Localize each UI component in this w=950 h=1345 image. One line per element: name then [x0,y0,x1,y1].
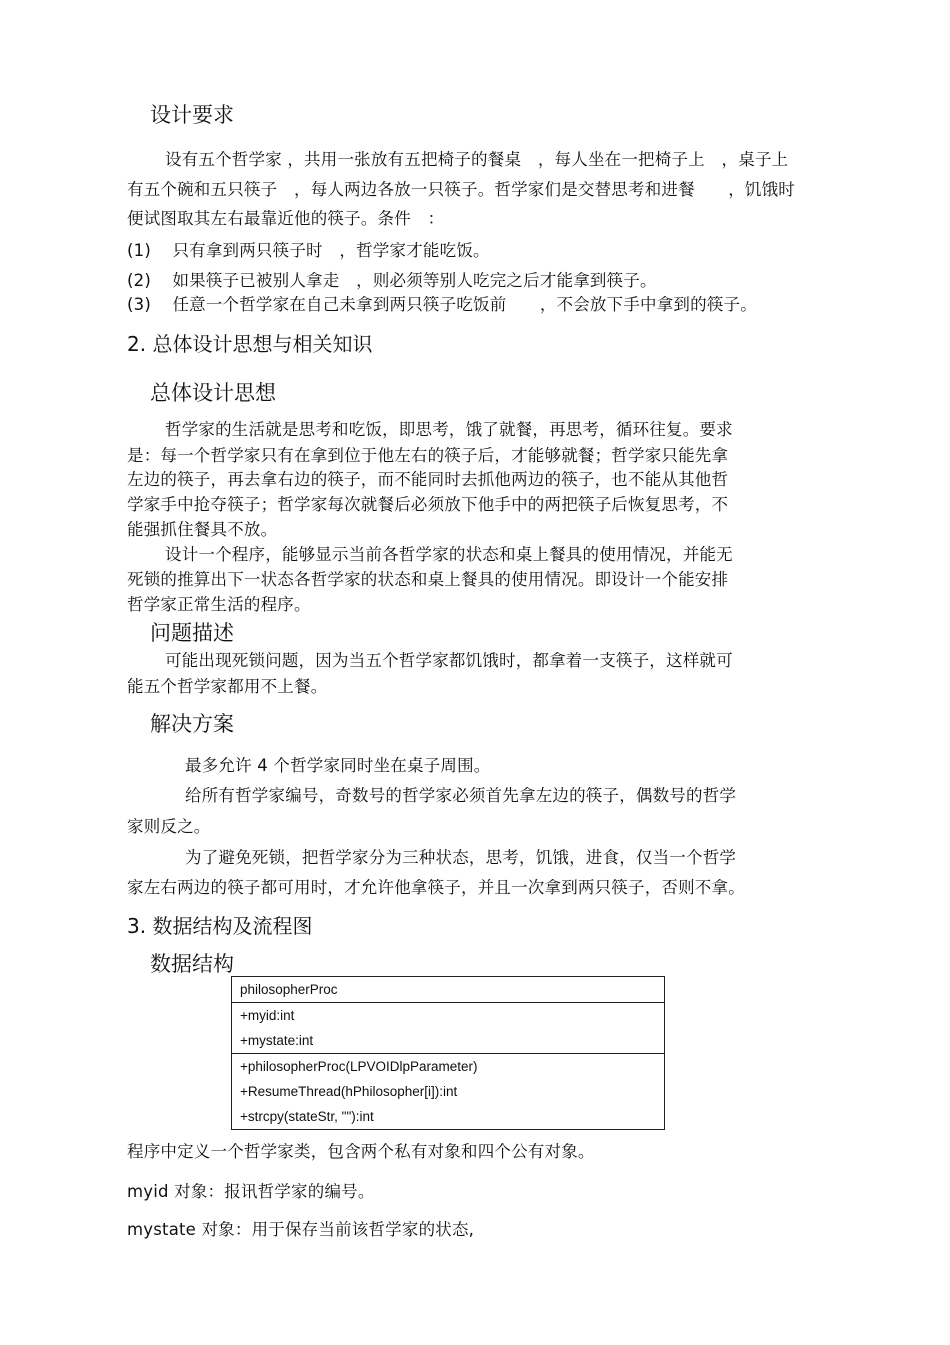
uml-class-name: philosopherProc [240,982,338,997]
solution-line-1: 最多允许 4 个哲学家同时坐在桌子周围。 [185,756,491,775]
overall-para1-line-1: 哲学家的生活就是思考和吃饭，即思考，饿了就餐，再思考，循环往复。要求 [165,420,733,439]
solution-line-5: 家左右两边的筷子都可用时，才允许他拿筷子，并且一次拿到两只筷子，否则不拿。 [127,878,745,897]
solution-line-4: 为了避免死锁，把哲学家分为三种状态，思考，饥饿，进食，仅当一个哲学 [185,848,737,867]
uml-class-diagram [231,976,665,1130]
design-requirements-heading: 设计要求 [150,103,234,127]
design-req-line-1: 设有五个哲学家 ，共用一张放有五把椅子的餐桌 ，每人坐在一把椅子上 ，桌子上 [165,150,789,169]
condition-3 [127,291,757,315]
condition-1-text: 只有拿到两只筷子时 ，哲学家才能吃饭。 [172,241,490,260]
condition-3-number: (3) [127,295,151,314]
condition-1-number: (1) [127,241,151,260]
uml-attributes-section [232,1002,664,1053]
class-description-line: 程序中定义一个哲学家类，包含两个私有对象和四个公有对象。 [127,1142,595,1161]
overall-para2-line-3: 哲学家正常生活的程序。 [127,595,311,614]
overall-design-heading: 总体设计思想 [150,381,276,405]
problem-heading: 问题描述 [150,621,234,645]
overall-para1-line-2: 是：每一个哲学家只有在拿到位于他左右的筷子后，才能够就餐；哲学家只能先拿 [127,446,729,465]
solution-line-3: 家则反之。 [127,817,211,836]
data-structure-heading: 数据结构 [150,952,234,976]
overall-para1-line-5: 能强抓住餐具不放。 [127,520,278,539]
condition-1 [127,237,490,261]
section-2-heading: 2. 总体设计思想与相关知识 [127,332,373,356]
solution-line-2: 给所有哲学家编号，奇数号的哲学家必须首先拿左边的筷子，偶数号的哲学 [185,786,737,805]
design-req-line-3: 便试图取其左右最靠近他的筷子。条件 ： [127,209,445,228]
overall-para2-line-2: 死锁的推算出下一状态各哲学家的状态和桌上餐具的使用情况。即设计一个能安排 [127,570,729,589]
solution-heading: 解决方案 [150,712,234,736]
uml-class-name-section [232,977,664,1002]
uml-attribute-mystate: +mystate:int [240,1033,314,1048]
section-3-heading: 3. 数据结构及流程图 [127,914,313,938]
overall-para1-line-3: 左边的筷子，再去拿右边的筷子，而不能同时去抓他两边的筷子，也不能从其他哲 [127,470,729,489]
uml-method-resumethread: +ResumeThread(hPhilosopher[i]):int [240,1084,458,1099]
mystate-description-line: mystate 对象：用于保存当前该哲学家的状态, [127,1220,475,1239]
problem-line-1: 可能出现死锁问题，因为当五个哲学家都饥饿时，都拿着一支筷子，这样就可 [165,651,733,670]
uml-method-strcpy: +strcpy(stateStr, ""):int [240,1109,374,1124]
problem-line-2: 能五个哲学家都用不上餐。 [127,677,328,696]
condition-2-text: 如果筷子已被别人拿走 ，则必须等别人吃完之后才能拿到筷子。 [172,271,657,290]
uml-attribute-myid: +myid:int [240,1008,295,1023]
overall-para1-line-4: 学家手中抢夺筷子；哲学家每次就餐后必须放下他手中的两把筷子后恢复思考，不 [127,495,729,514]
overall-para2-line-1: 设计一个程序，能够显示当前各哲学家的状态和桌上餐具的使用情况，并能无 [165,545,733,564]
myid-description-line: myid 对象：报讯哲学家的编号。 [127,1182,375,1201]
uml-method-philosopherproc: +philosopherProc(LPVOIDlpParameter) [240,1059,478,1074]
condition-2-number: (2) [127,271,151,290]
condition-2 [127,267,657,291]
design-req-line-2: 有五个碗和五只筷子 ，每人两边各放一只筷子。哲学家们是交替思考和进餐 ，饥饿时 [127,180,795,199]
condition-3-text: 任意一个哲学家在自己未拿到两只筷子吃饭前 ，不会放下手中拿到的筷子。 [172,295,757,314]
uml-methods-section [232,1053,664,1129]
